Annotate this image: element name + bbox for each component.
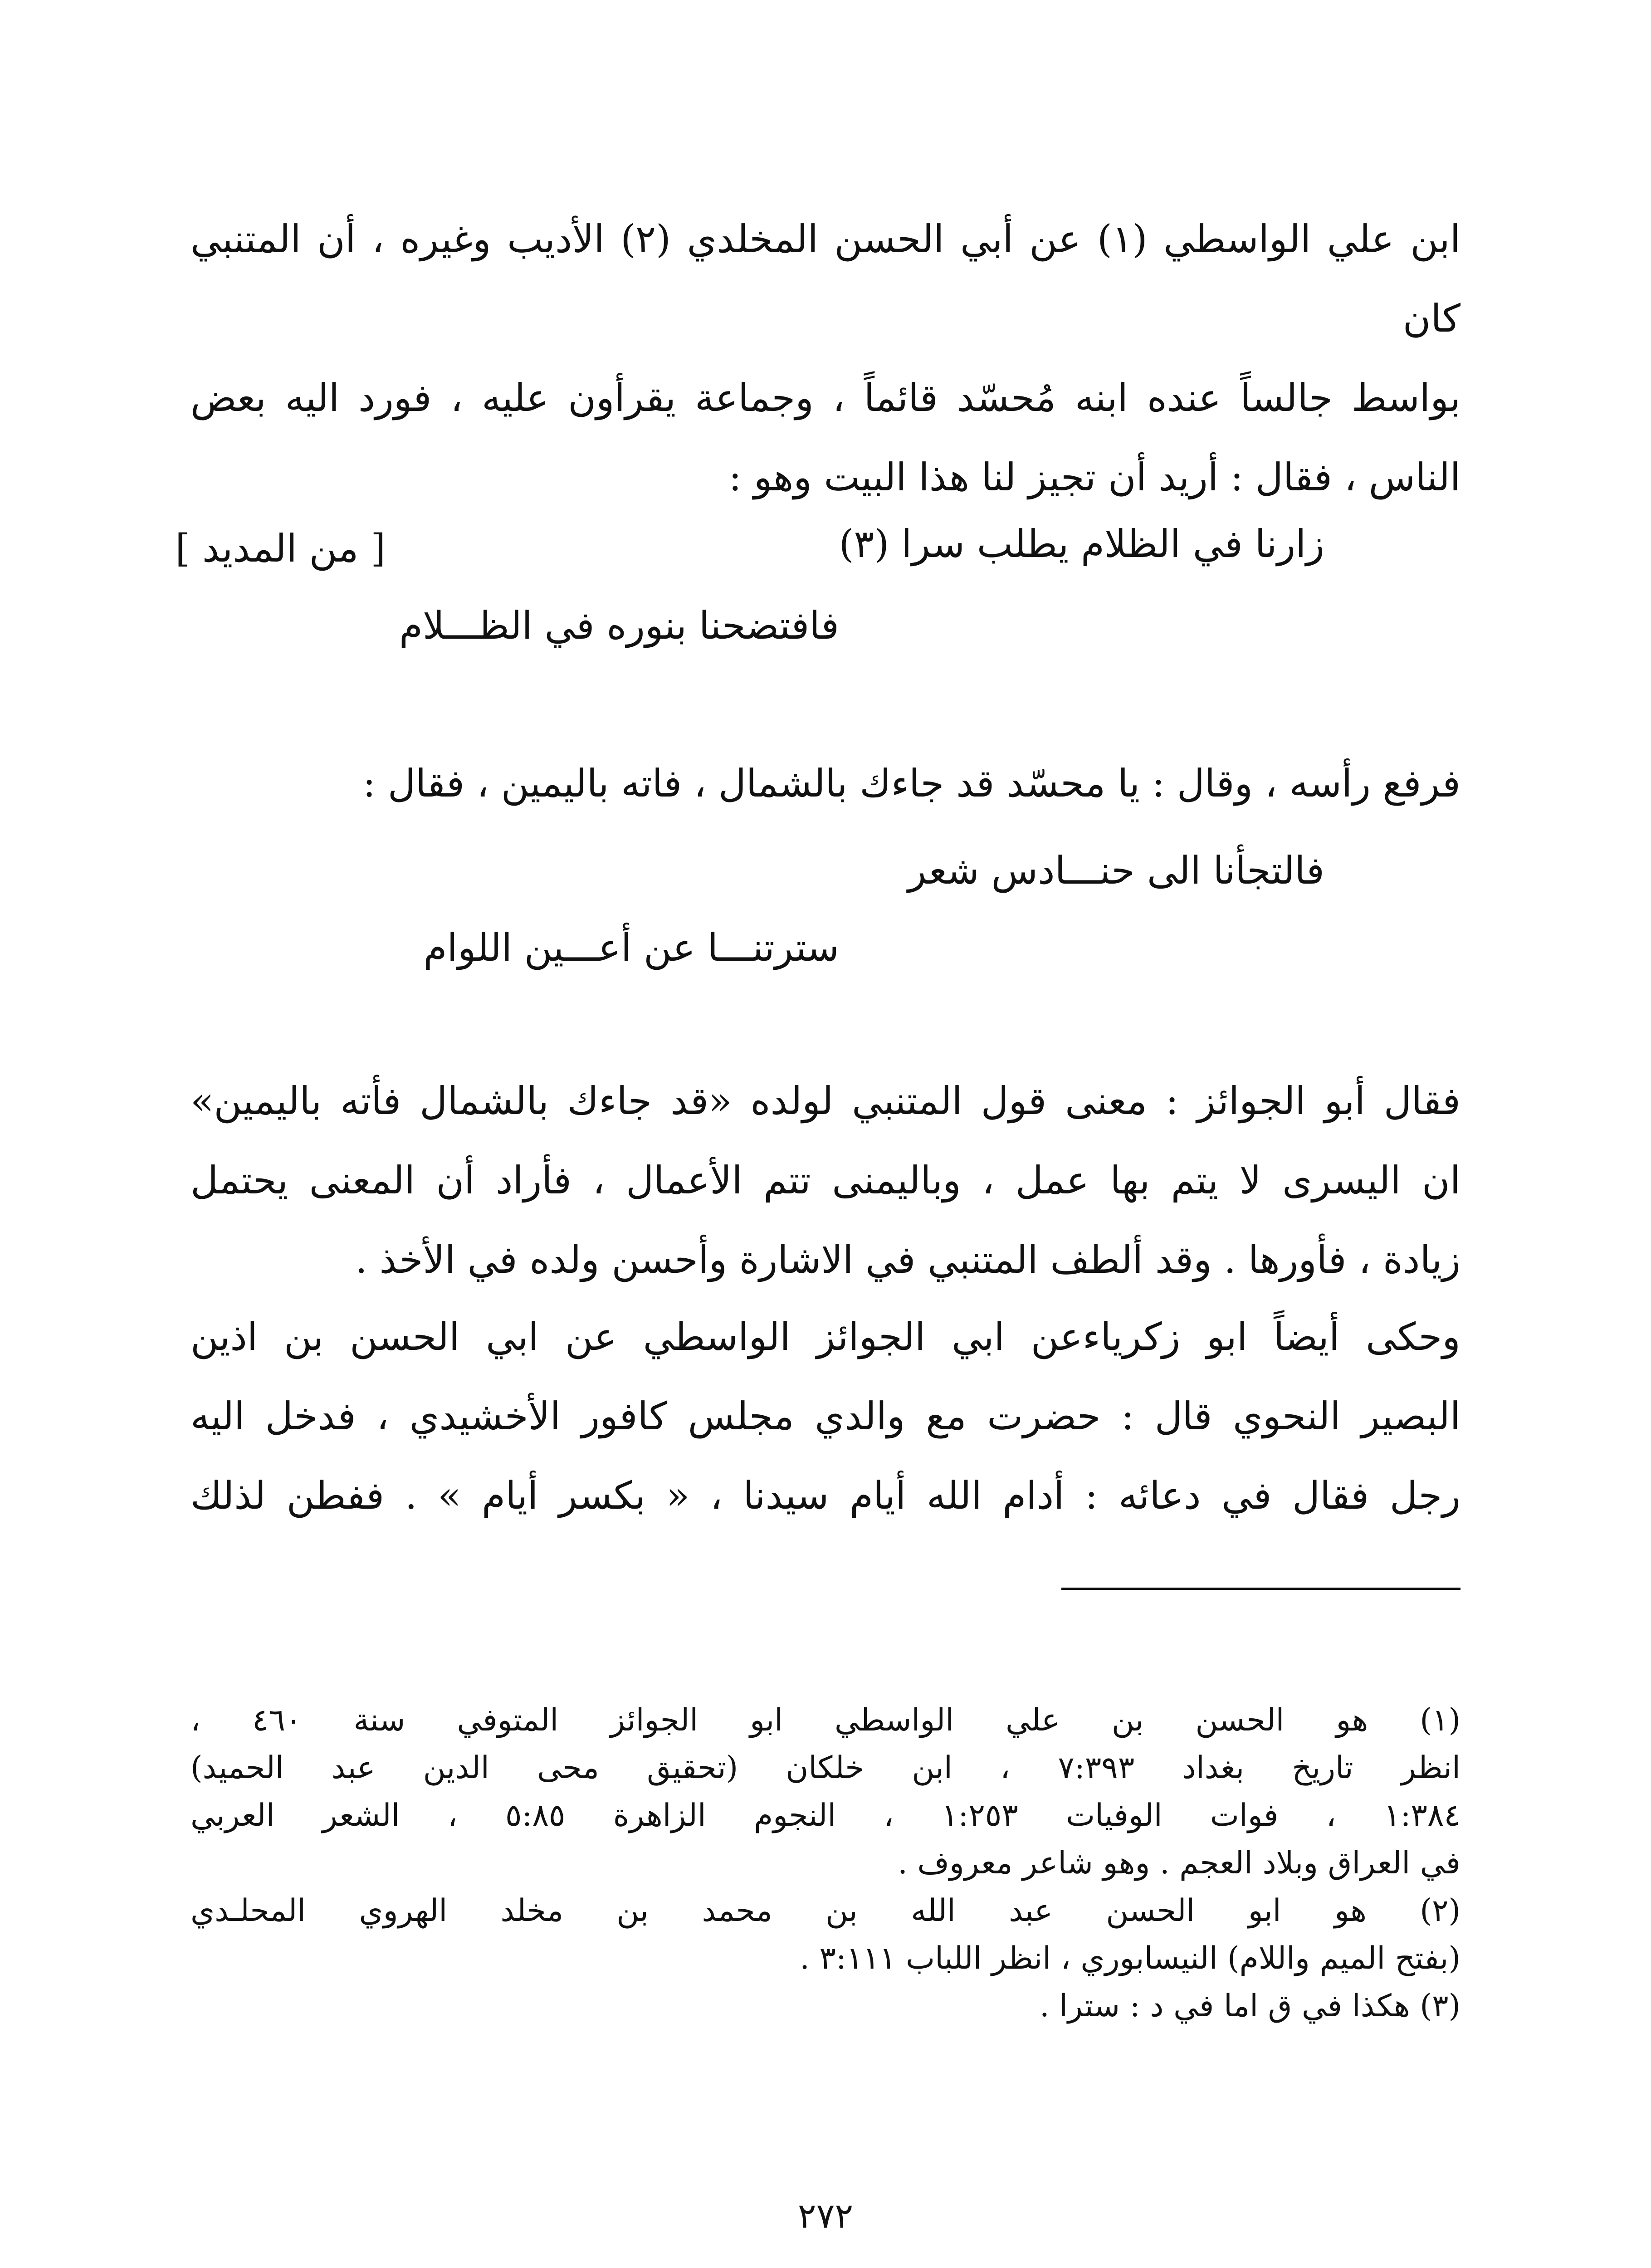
text-line: زيادة ، فأورها . وقد ألطف المتنبي في الاشارة وأحسن ولده في الأخذ . bbox=[355, 1237, 1460, 1282]
verse-line: فالتجأنا الى حنـــادس شعر bbox=[908, 848, 1324, 893]
footnote-line: (١) هو الحسن بن علي الواسطي ابو الجوائز المتوفي سنة ٤٦٠ ، bbox=[190, 1702, 1460, 1738]
footnote-divider bbox=[1061, 1588, 1460, 1590]
paragraph-explanation bbox=[190, 1061, 1460, 1300]
text-line: فقال أبو الجوائز : معنى قول المتنبي لولده «قد جاءك بالشمال فأته باليمين» bbox=[190, 1079, 1460, 1123]
text-line: ان اليسرى لا يتم بها عمل ، وباليمنى تتم الأعمال ، فأراد أن المعنى يحتمل bbox=[190, 1158, 1460, 1202]
footnotes bbox=[190, 1696, 1460, 2030]
paragraph-reply bbox=[190, 744, 1460, 823]
footnote-line: (بفتح الميم واللام) النيسابوري ، انظر اللباب ٣:١١١ . bbox=[800, 1941, 1460, 1976]
meter-label: [ من المديد ] bbox=[175, 526, 386, 571]
paragraph-opening bbox=[190, 200, 1460, 517]
text-line: رجل فقال في دعائه : أدام الله أيام سيدنا ، « بكسر أيام » . ففطن لذلك bbox=[190, 1473, 1460, 1518]
text-line: وحكى أيضاً ابو زكرياءعن ابي الجوائز الواسطي عن ابي الحسن بن اذين bbox=[190, 1315, 1460, 1359]
footnote-line: في العراق وبلاد العجم . وهو شاعر معروف . bbox=[898, 1845, 1460, 1881]
verse-line: فافتضحنا بنوره في الظـــلام bbox=[399, 603, 839, 648]
paragraph-anecdote bbox=[190, 1297, 1460, 1535]
page-number: ٢٧٢ bbox=[797, 2195, 854, 2236]
text-line: فرفع رأسه ، وقال : يا محسّد قد جاءك بالشمال ، فاته باليمين ، فقال : bbox=[362, 761, 1460, 806]
verse-line: سترتنـــا عن أعـــين اللوام bbox=[423, 925, 839, 970]
text-line: الناس ، فقال : أريد أن تجيز لنا هذا البيت وهو : bbox=[728, 455, 1460, 499]
verse-line: زارنا في الظلام يطلب سرا (٣) bbox=[839, 522, 1324, 566]
text-line: ابن علي الواسطي (١) عن أبي الحسن المخلدي (٢) الأديب وغيره ، أن المتنبي كان bbox=[190, 217, 1460, 341]
footnote-line: (٣) هكذا في ق اما في د : سترا . bbox=[1039, 1988, 1460, 2024]
footnote-line: ١:٣٨٤ ، فوات الوفيات ١:٢٥٣ ، النجوم الزاهرة ٥:٨٥ ، الشعر العربي bbox=[190, 1798, 1460, 1833]
footnote-line: انظر تاريخ بغداد ٧:٣٩٣ ، ابن خلكان (تحقيق محى الدين عبد الحميد) bbox=[190, 1750, 1460, 1786]
footnote-line: (٢) هو ابو الحسن عبد الله بن محمد بن مخلد الهروي المحلـدي bbox=[190, 1893, 1460, 1929]
text-line: البصير النحوي قال : حضرت مع والدي مجلس كافور الأخشيدي ، فدخل اليه bbox=[190, 1394, 1460, 1438]
text-line: بواسط جالساً عنده ابنه مُحسّد قائماً ، وجماعة يقرأون عليه ، فورد اليه بعض bbox=[190, 376, 1460, 420]
